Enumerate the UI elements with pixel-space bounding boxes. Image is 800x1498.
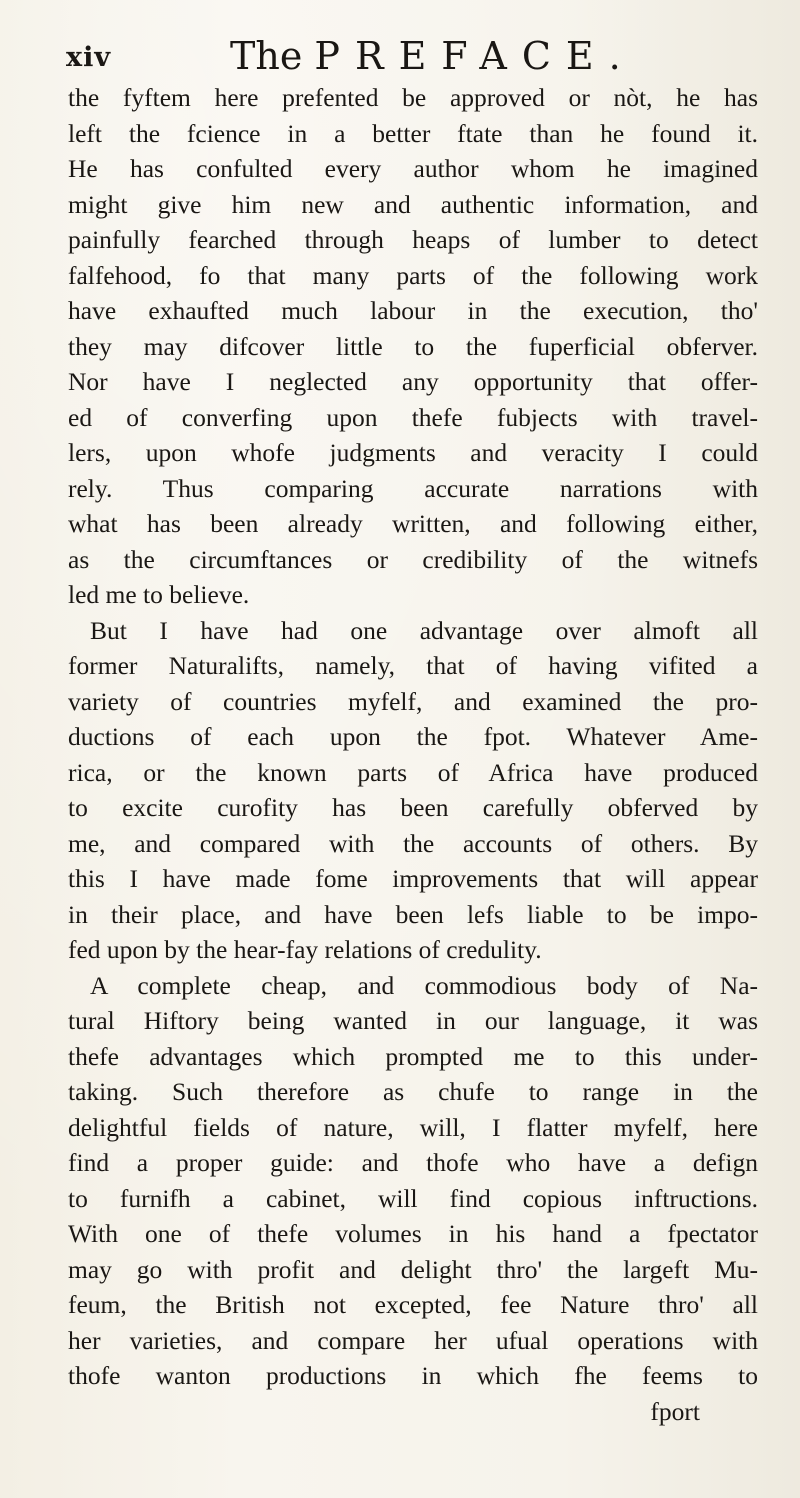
catchword: fport [650, 1396, 700, 1426]
text-line: ductions of each upon the fpot. Whatever Ame- [68, 722, 758, 751]
text-line: the fyftem here prefented be approved or nòt, he has [68, 83, 758, 112]
text-line: this I have made fome improvements that will appear [68, 864, 758, 893]
text-line: He has confulted every author whom he imagined [68, 154, 758, 183]
text-line: might give him new and authentic information, and [68, 189, 758, 219]
text-line: have exhaufted much labour in the execution, tho' [68, 296, 758, 325]
text-line: led me to believe. [68, 580, 250, 609]
text-line: former Naturalifts, namely, that of having vifited a [68, 651, 758, 680]
text-line: thefe advantages which prompted me to this under- [68, 1041, 758, 1071]
running-title [230, 34, 636, 78]
running-title-caps: PREFACE. [314, 34, 636, 78]
text-line: rely. Thus comparing accurate narrations with [68, 473, 758, 503]
text-line: her varieties, and compare her ufual operations with [68, 1325, 758, 1355]
text-line: rica, or the known parts of Africa have produced [68, 757, 758, 787]
text-line: But I have had one advantage over almoft all [90, 615, 758, 645]
text-line: thofe wanton productions in which fhe feems to [68, 1361, 758, 1390]
text-line: ed of converfing upon thefe fubjects with travel- [68, 402, 758, 432]
text-line: find a proper guide: and thofe who have a defign [68, 1148, 758, 1177]
text-line: Nor have I neglected any opportunity that offer- [68, 367, 758, 396]
text-line: in their place, and have been lefs liable to be impo- [68, 899, 758, 929]
text-line: me, and compared with the accounts of others. By [68, 828, 758, 858]
text-line: they may difcover little to the fuperficial obferver. [68, 331, 758, 361]
page-number: xiv [66, 42, 112, 73]
text-line: variety of countries myfelf, and examined the pro- [68, 686, 758, 716]
body-text [68, 80, 758, 1429]
text-line: what has been already written, and following either, [68, 509, 758, 538]
text-line: painfully fearched through heaps of lumber to detect [68, 225, 758, 254]
text-line: falfehood, fo that many parts of the following work [68, 260, 758, 290]
text-line: to furnifh a cabinet, will find copious inftructions. [68, 1183, 758, 1213]
text-line: taking. Such therefore as chufe to range in the [68, 1077, 758, 1106]
page-header [66, 34, 756, 82]
running-title-prefix: The [230, 34, 315, 78]
text-line: tural Hiftory being wanted in our language, it was [68, 1006, 758, 1035]
text-line: delightful fields of nature, will, I flatter myfelf, here [68, 1112, 758, 1142]
text-line: left the fcience in a better ftate than he found it. [68, 118, 758, 148]
text-line: to excite curofity has been carefully obferved by [68, 793, 758, 822]
text-line: With one of thefe volumes in his hand a fpectator [68, 1219, 758, 1248]
text-line: may go with profit and delight thro' the largeft Mu- [68, 1254, 758, 1284]
text-line: feum, the British not excepted, fee Nature thro' all [68, 1290, 758, 1319]
text-line: fed upon by the hear-fay relations of credulity. [68, 935, 542, 964]
text-line: lers, upon whofe judgments and veracity I could [68, 438, 758, 467]
text-line: as the circumftances or credibility of the witnefs [68, 544, 758, 574]
text-line: A complete cheap, and commodious body of Na- [90, 970, 758, 1000]
